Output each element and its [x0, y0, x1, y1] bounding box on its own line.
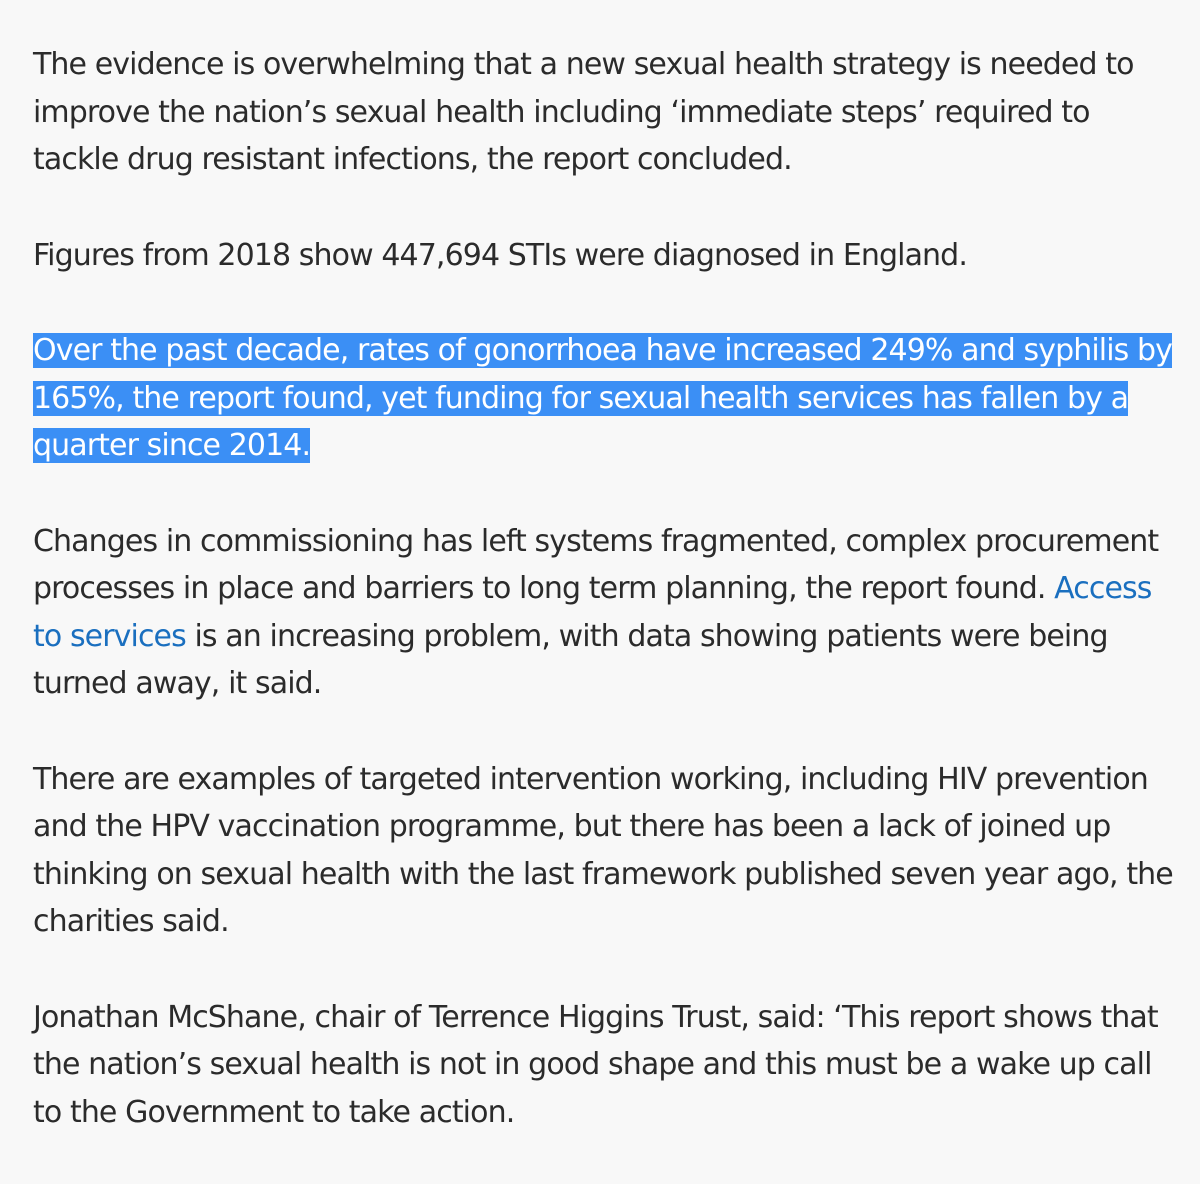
access-to-services-link[interactable]: Access to services	[33, 571, 1152, 654]
paragraph-commissioning	[33, 518, 1183, 708]
paragraph-commissioning-text-end: is an increasing problem, with data showing patients were being turned away, it said.	[33, 618, 1108, 701]
paragraph-commissioning-text-start: Changes in commissioning has left systems fragmented, complex procurement processes in place and barriers to long term planning, the report found.	[33, 523, 1159, 606]
paragraph-strategy: The evidence is overwhelming that a new sexual health strategy is needed to improve the nation’s sexual health including ‘immediate steps’ required to tackle drug resistant infections, the report concluded.	[33, 47, 1134, 177]
paragraph-interventions: There are examples of targeted intervention working, including HIV prevention and the HPV vaccination programme, but there has been a lack of joined up thinking on sexual health with the last framework published seven year ago, the charities said.	[33, 761, 1173, 939]
paragraph-figures: Figures from 2018 show 447,694 STIs were diagnosed in England.	[33, 237, 967, 273]
paragraph-quote: Jonathan McShane, chair of Terrence Higgins Trust, said: ‘This report shows that the nation’s sexual health is not in good shape and this must be a wake up call to the Government to take action.	[33, 999, 1158, 1130]
paragraph-rates[interactable]	[33, 327, 1183, 470]
article-body	[33, 41, 1183, 1184]
selected-text-highlight[interactable]: Over the past decade, rates of gonorrhoea have increased 249% and syphilis by 165%, the report found, yet funding for sexual health services has fallen by a quarter since 2014.	[33, 333, 1173, 463]
